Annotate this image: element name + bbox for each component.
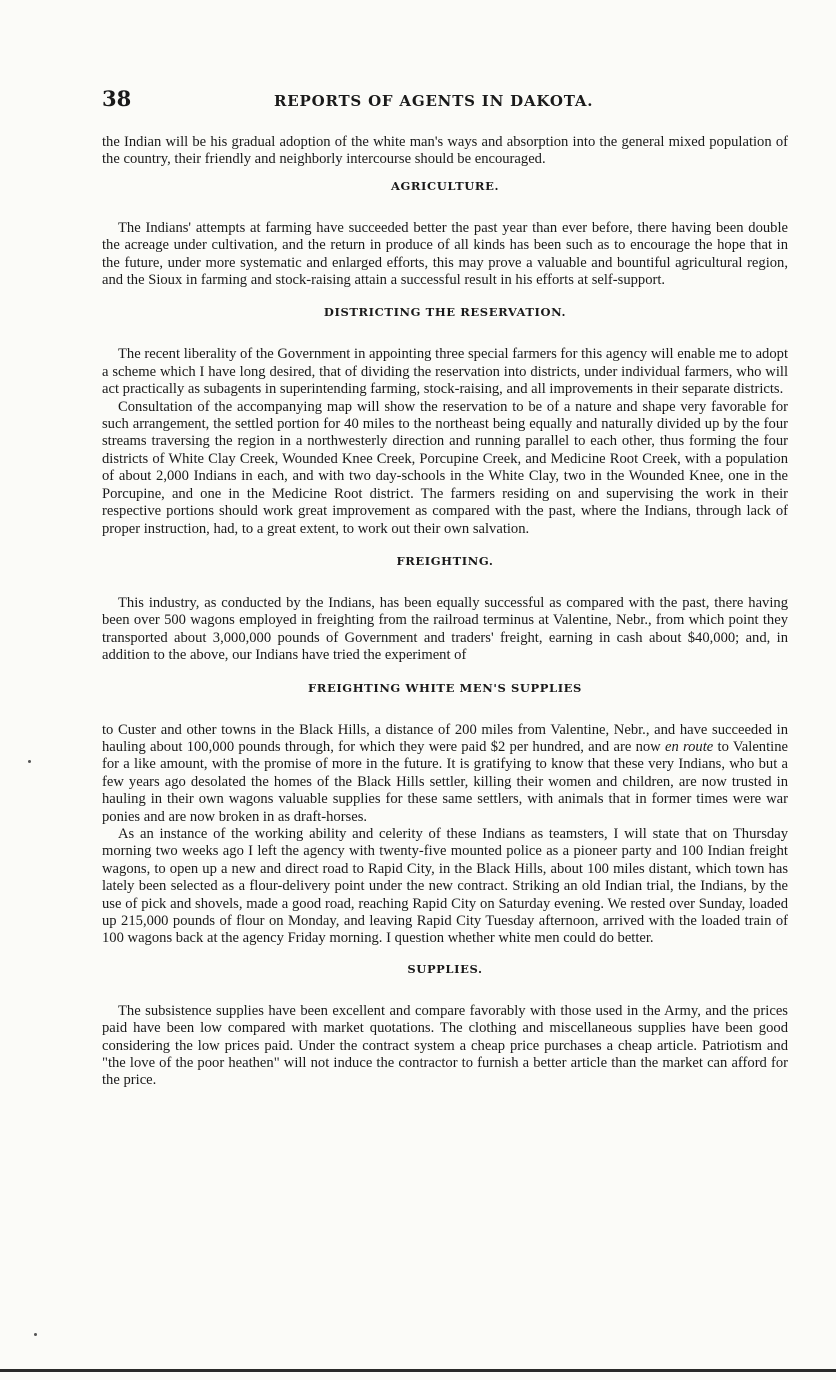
page-header: [102, 86, 788, 116]
page-edge-rule: [0, 1369, 836, 1372]
paragraph-freighting: This industry, as conducted by the Indians, has been equally successful as compared with the past, there having been over 500 wagons employed in freighting from the railroad terminus at Valentine, Nebr., from which point they transported about 3,000,000 pounds of Government and traders' freight, earning in cash about $40,000; and, in addition to the above, our Indians have tried the experiment of: [102, 594, 788, 664]
section-heading-freighting: FREIGHTING.: [396, 553, 494, 568]
scan-speck: [34, 1333, 37, 1336]
paragraph-agriculture: The Indians' attempts at farming have succeeded better the past year than ever before, there having been double the acreage under cultivation, and the return in produce of all kinds has been such as to encourage the hope that in the future, under more systematic and enlarged efforts, this may prove a valuable and bountiful agricultural region, and the Sioux in farming and stock-raising attain a successful result in his efforts at self-support.: [102, 219, 788, 289]
page-number: 38: [102, 86, 132, 111]
running-head: REPORTS OF AGENTS IN DAKOTA.: [274, 92, 594, 110]
scan-speck: [28, 760, 31, 763]
section-heading-districting: DISTRICTING THE RESERVATION.: [323, 305, 567, 320]
italic-phrase: en route: [664, 738, 714, 755]
text-run: to Custer and other towns in the Black Hills, a distance of 200 miles from Valentine, Nebr., and have succeeded in hauling about 100,000 pounds through, for which they were paid $2 per hundred, and are now: [102, 721, 788, 755]
section-heading-freighting-supplies: FREIGHTING WHITE MEN'S SUPPLIES: [308, 680, 582, 695]
section-heading-supplies: SUPPLIES.: [407, 961, 483, 976]
paragraph-districting-2: Consultation of the accompanying map will show the reservation to be of a nature and shape very favorable for such arrangement, the settled portion for 40 miles to the northeast being equally and naturally divided up by the four streams traversing the region in a northwesterly direction and running parallel to each other, thus forming the four districts of White Clay Creek, Wounded Knee Creek, Porcupine Creek, and Medicine Root Creek, with a population of about 2,000 Indians in each, and with two day-schools in the White Clay, two in the Wounded Knee, one in the Porcupine, and one in the Medicine Root district. The farmers residing on and supervising the work in their respective portions should work great improvement as compared with the past, where the Indians, through lack of proper instruction, had, to a great extent, to work out their own salvation.: [102, 398, 788, 537]
text-run: to Valentine for a like amount, with the promise of more in the future. It is gratifying to know that these very Indians, who but a few years ago desolated the homes of the Black Hills settler, killing their women and children, are now trusted in hauling in their own wagons valuable supplies for these same settlers, with animals that in former times were war ponies and are now broken in as draft-horses.: [102, 738, 788, 825]
section-heading-agriculture: AGRICULTURE.: [390, 178, 500, 193]
paragraph-continuation: the Indian will be his gradual adoption of the white man's ways and absorption into the general mixed population of the country, their friendly and neighborly intercourse should be encouraged.: [102, 134, 788, 168]
document-page: [102, 86, 788, 1090]
paragraph-freighting-supplies: [102, 722, 788, 826]
paragraph-supplies: The subsistence supplies have been excellent and compare favorably with those used in the Army, and the prices paid have been low compared with market quotations. The clothing and miscellaneous supplies have been good considering the low prices paid. Under the contract system a cheap price purchases a cheap article. Patriotism and "the love of the poor heathen" will not induce the contractor to furnish a better article than the market can afford for the price.: [102, 1002, 788, 1089]
paragraph-teamsters: As an instance of the working ability and celerity of these Indians as teamsters, I will state that on Thursday morning two weeks ago I left the agency with twenty-five mounted police as a pioneer party and 100 Indian freight wagons, to open up a new and direct road to Rapid City, in the Black Hills, about 100 miles distant, which town has lately been selected as a flour-delivery point under the new contract. Striking an old Indian trial, the Indians, by the use of pick and shovels, made a good road, reaching Rapid City on Saturday evening. We rested over Sunday, loaded up 215,000 pounds of flour on Monday, and leaving Rapid City Tuesday afternoon, arrived with the loaded train of 100 wagons back at the agency Friday morning. I question whether white men could do better.: [102, 825, 788, 947]
paragraph-districting-1: The recent liberality of the Government in appointing three special farmers for this agency will enable me to adopt a scheme which I have long desired, that of dividing the reservation into districts, under individual farmers, who will act practically as subagents in superintending farming, stock-raising, and all improvements in their separate districts.: [102, 346, 788, 398]
